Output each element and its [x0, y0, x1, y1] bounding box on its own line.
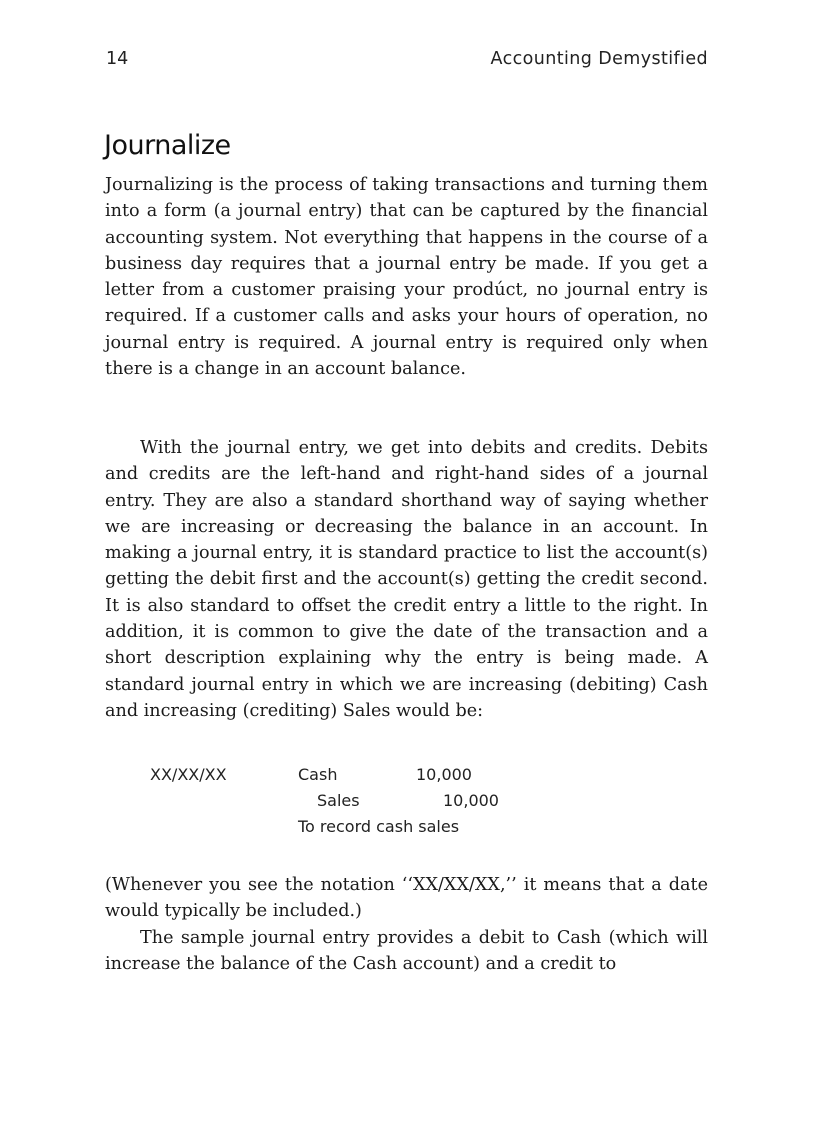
paragraph-sample-entry-explanation: The sample journal entry provides a debit to Cash (which will increase the balance of the Cash account) and a credit to	[105, 928, 708, 975]
journal-entry-debit-account: Cash	[298, 765, 338, 784]
paragraph-journalizing-definition: Journalizing is the process of taking transactions and turning them into a form (a journal entry) that can be captured by the financial accounting system. Not everything that happens in the course of a business day requires that a journal entry be made. If you get a letter from a customer praising your prodúct, no journal entry is required. If a customer calls and asks your hours of operation, no journal entry is required. A journal entry is required only when there is a change in an account balance.	[105, 175, 708, 380]
journal-entry-debit-amount: 10,000	[416, 765, 472, 784]
journal-entry-date: XX/XX/XX	[150, 765, 227, 784]
paragraph-notation-note: (Whenever you see the notation ‘‘XX/XX/XX,’’ it means that a date would typically be included.)	[105, 875, 708, 922]
sample-journal-entry	[105, 760, 708, 850]
running-header	[106, 49, 708, 73]
book-title: Accounting Demystified	[490, 49, 708, 69]
journal-entry-description: To record cash sales	[298, 817, 460, 836]
page-number: 14	[106, 49, 129, 69]
journal-entry-credit-account: Sales	[317, 791, 360, 810]
section-heading: Journalize	[104, 130, 231, 161]
journal-entry-credit-amount: 10,000	[443, 791, 499, 810]
paragraph-debits-credits: With the journal entry, we get into debits and credits. Debits and credits are the left-hand and right-hand sides of a journal entry. They are also a standard shorthand way of saying whether we are increasing or decreasing the balance in an account. In making a journal entry, it is standard practice to list the account(s) getting the debit first and the account(s) getting the credit second. It is also standard to offset the credit entry a little to the right. In addition, it is common to give the date of the transaction and a short description explaining why the entry is being made. A standard journal entry in which we are increasing (debiting) Cash and increasing (crediting) Sales would be:	[105, 438, 708, 721]
